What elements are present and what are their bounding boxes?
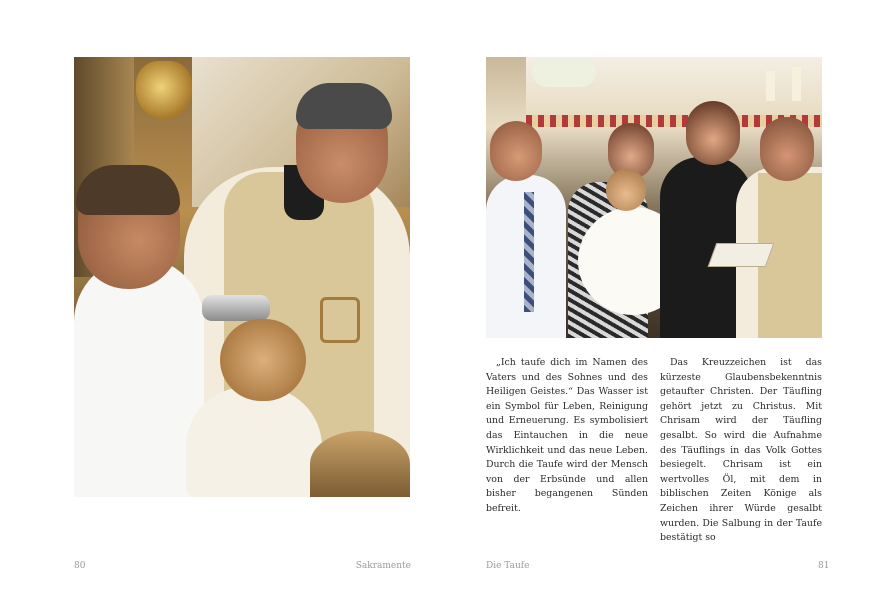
father-tie [524, 192, 534, 312]
font-basin [310, 431, 410, 497]
body-text [486, 356, 822, 546]
chandelier [136, 61, 192, 119]
paragraph-sign-of-cross: Das Kreuzzeichen ist das kürzeste Glaubensbekenntnis getaufter Christen. Der Täufling gehört jetzt zu Christus. Mit Chrisam wird der Täufling gesalbt. So wird die Aufnahme des Täuflings in das Volk Gottes besiegelt. Chrisam ist ein wertvolles Öl, mit dem in biblischen Zeiten Könige als Zeichen ihrer Würde gesalbt wurden. Die Salbung in der Taufe bestätigt so [660, 357, 822, 544]
flower-vase [532, 57, 596, 87]
stole-cross [320, 297, 360, 343]
prayer-book [708, 243, 775, 267]
baptism-photo [74, 57, 410, 497]
baby-dress [186, 387, 322, 497]
right-running-head: Die Taufe [486, 561, 530, 571]
right-page-number: 81 [818, 561, 830, 571]
godfather-shirt [74, 257, 204, 497]
family-at-altar-photo [486, 57, 822, 338]
godfather-hair [76, 165, 180, 215]
paragraph-baptism-formula: „Ich taufe dich im Namen des Vaters und des Sohnes und des Heiligen Geistes.“ Das Wasser ist ein Symbol für Leben, Reinigung und Erneuerung. Es symbolisiert das Eintauchen in die neue Wirklichkeit und das neue Leben. Durch die Taufe wird der Mensch von der Erbsünde und allen bisher begangenen Sünden befreit. [486, 357, 648, 514]
priest-head-right [760, 117, 814, 181]
left-page-number: 80 [74, 561, 86, 571]
text-column-1 [486, 356, 648, 546]
godmother-head [686, 101, 740, 165]
child-head [606, 169, 646, 211]
right-page [448, 0, 896, 598]
baptismal-shell [202, 295, 270, 321]
left-running-head: Sakramente [355, 561, 411, 571]
baby-head [220, 319, 306, 401]
candle-right [792, 67, 801, 101]
father-head [490, 121, 542, 181]
text-column-2 [660, 356, 822, 546]
candle-left [766, 71, 775, 101]
priest-hair [296, 83, 392, 129]
